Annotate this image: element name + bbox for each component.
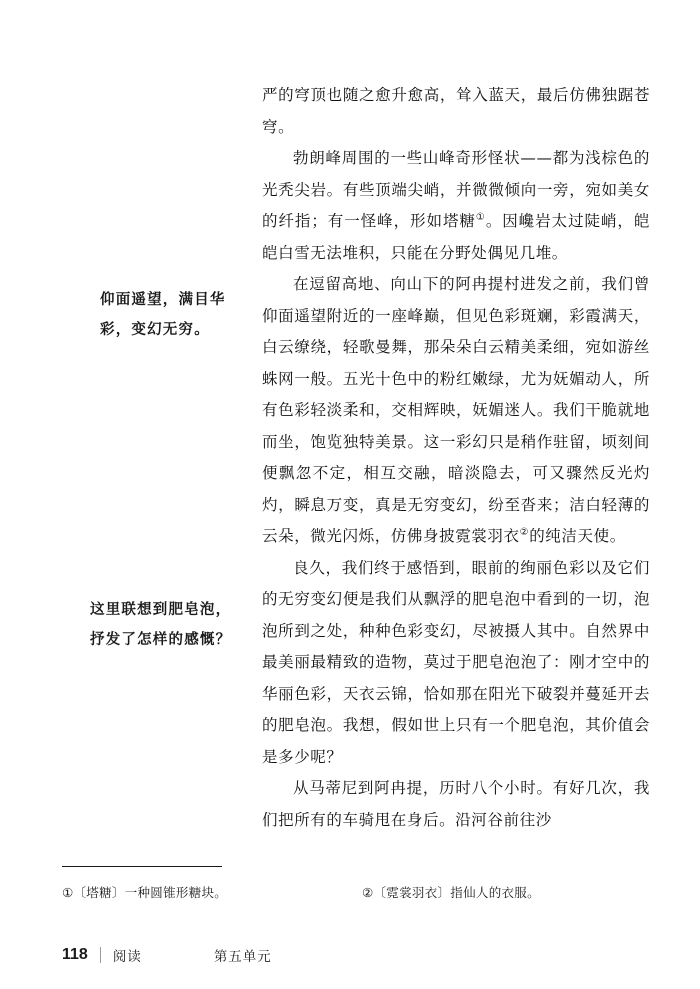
body-text-column [262, 80, 650, 836]
footer-divider [100, 947, 101, 963]
paragraph-3-text-after-note: 的纯洁天使。 [529, 527, 626, 545]
footer-section-label: 阅读 [112, 949, 142, 965]
paragraph-3-text-before-note: 在逗留高地、向山下的阿冉提村进发之前，我们曾仰面遥望附近的一座峰巅，但见色彩斑斓，彩霞满天，白云缭绕，轻歌曼舞，那朵朵白云精美柔细，宛如游丝蛛网一般。五光十色中的粉红嫩绿，尤为妩媚动人，所有色彩轻淡柔和，交相辉映，妩媚迷人。我们干脆就地而坐，饱览独特美景。这一彩幻只是稍作驻留，顷刻间便飘忽不定，相互交融，暗淡隐去，可又骤然反光灼灼，瞬息万变，真是无穷变幻，纷至沓来；洁白轻薄的云朵，微光闪烁，仿佛身披霓裳羽衣 [262, 275, 650, 545]
margin-annotation-1: 仰面遥望，满目华彩，变幻无穷。 [100, 292, 226, 338]
paragraph-4-text: 良久，我们终于感悟到，眼前的绚丽色彩以及它们的无穷变幻便是我们从飘浮的肥皂泡中看到的一切，泡泡所到之处，种种色彩变幻，尽被摄人其中。自然界中最美丽最精致的造物，莫过于肥皂泡泡了：刚才空中的华丽色彩，天衣云锦，恰如那在阳光下破裂并蔓延开去的肥皂泡。我想，假如世上只有一个肥皂泡，其价值会是多少呢？ [262, 558, 650, 766]
paragraph-1-text: 严的穹顶也随之愈升愈高，耸入蓝天，最后仿佛独踞苍穹。 [262, 86, 650, 136]
paragraph-4 [262, 553, 650, 774]
footnote-1: ①〔塔糖〕一种圆锥形糖块。 [62, 885, 228, 900]
margin-annotation-2: 这里联想到肥皂泡，抒发了怎样的感慨？ [90, 602, 232, 648]
footnote-2: ②〔霓裳羽衣〕指仙人的衣服。 [362, 885, 540, 900]
paragraph-3 [262, 269, 650, 553]
page-number: 118 [62, 946, 88, 963]
paragraph-2-text-after-note: 。因巉岩太过陡峭，皑皑白雪无法堆积，只能在分野处偶见几堆。 [262, 212, 650, 262]
footnote-marker-1: ① [475, 211, 486, 223]
paragraph-5-text: 从马蒂尼到阿冉提，历时八个小时。有好几次，我们把所有的车骑甩在身后。沿河谷前往沙 [262, 779, 650, 829]
footer-unit-label: 第五单元 [213, 949, 272, 965]
footnote-area [62, 882, 642, 904]
paragraph-1 [262, 80, 650, 143]
paragraph-5 [262, 773, 650, 836]
footnote-marker-2: ② [519, 526, 530, 538]
page-footer [62, 945, 642, 965]
footnote-divider [62, 866, 222, 867]
paragraph-2 [262, 143, 650, 269]
paragraph-2-text-before-note: 勃朗峰周围的一些山峰奇形怪状——都为浅棕色的光秃尖岩。有些顶端尖峭，并微微倾向一旁，宛如美女的纤指；有一怪峰，形如塔糖 [262, 149, 650, 230]
